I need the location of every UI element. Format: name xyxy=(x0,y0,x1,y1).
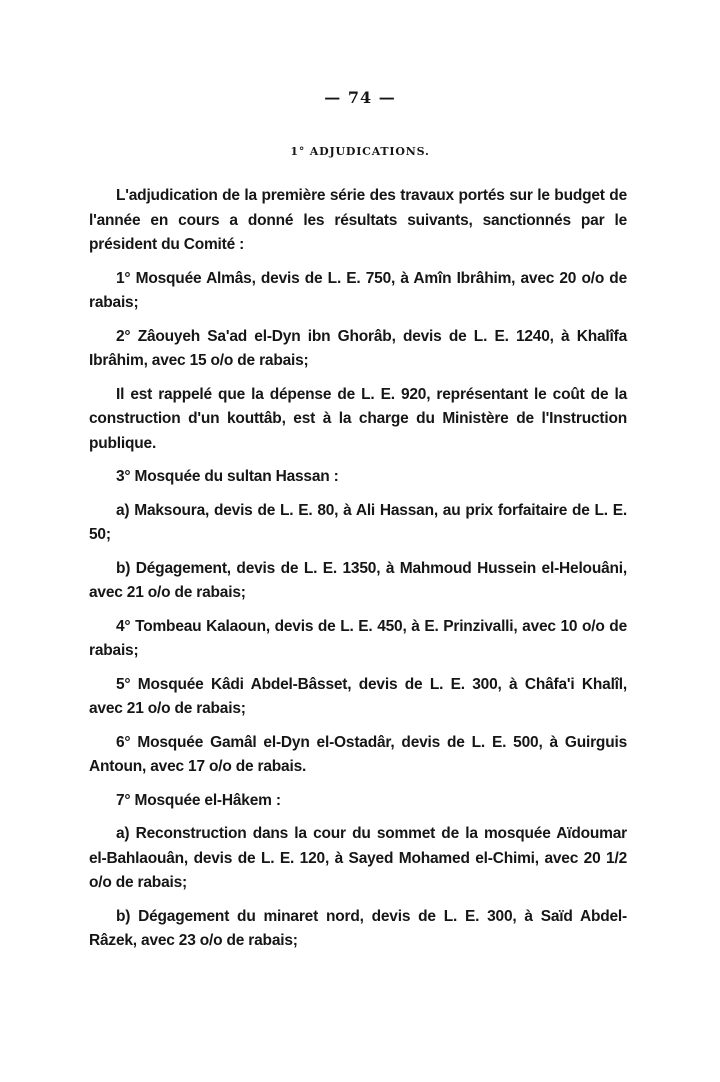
intro-paragraph: L'adjudication de la première série des travaux portés sur le budget de l'année en cours a donné les résultats suivants, sanctionnés par le président du Comité : xyxy=(89,187,627,253)
subitem-paragraph: b) Dégagement, devis de L. E. 1350, à Mahmoud Hussein el-Helouâni, avec 21 o/o de rabais; xyxy=(89,559,627,601)
item-paragraph: 3° Mosquée du sultan Hassan : xyxy=(116,468,339,485)
subitem-paragraph: a) Reconstruction dans la cour du sommet de la mosquée Aïdoumar el-Bahlaouân, devis de L. E. 120, à Sayed Mohamed el-Chimi, avec 20 1/2 o/o de rabais; xyxy=(89,825,627,891)
body-text xyxy=(89,184,627,963)
page-number: — 74 — xyxy=(324,88,396,107)
item-paragraph: 6° Mosquée Gamâl el-Dyn el-Ostadâr, devis de L. E. 500, à Guirguis Antoun, avec 17 o/o de rabais. xyxy=(89,733,627,775)
note-paragraph: Il est rappelé que la dépense de L. E. 920, représentant le coût de la construction d'un kouttâb, est à la charge du Ministère de l'Instruction publique. xyxy=(89,385,627,452)
item-paragraph: 4° Tombeau Kalaoun, devis de L. E. 450, à E. Prinzivalli, avec 10 o/o de rabais; xyxy=(89,617,627,659)
item-paragraph: 7° Mosquée el-Hâkem : xyxy=(116,791,281,809)
item-paragraph: 1° Mosquée Almâs, devis de L. E. 750, à Amîn Ibrâhim, avec 20 o/o de rabais; xyxy=(89,269,627,311)
section-heading: 1° ADJUDICATIONS. xyxy=(290,145,430,158)
item-paragraph: 2° Zâouyeh Sa'ad el-Dyn ibn Ghorâb, devis de L. E. 1240, à Khalîfa Ibrâhim, avec 15 o/o de rabais; xyxy=(89,327,627,369)
subitem-paragraph: b) Dégagement du minaret nord, devis de L. E. 300, à Saïd Abdel-Râzek, avec 23 o/o de rabais; xyxy=(89,907,627,949)
item-paragraph: 5° Mosquée Kâdi Abdel-Bâsset, devis de L. E. 300, à Châfa'i Khalîl, avec 21 o/o de rabais; xyxy=(89,675,627,717)
subitem-paragraph: a) Maksoura, devis de L. E. 80, à Ali Hassan, au prix forfaitaire de L. E. 50; xyxy=(89,501,627,543)
